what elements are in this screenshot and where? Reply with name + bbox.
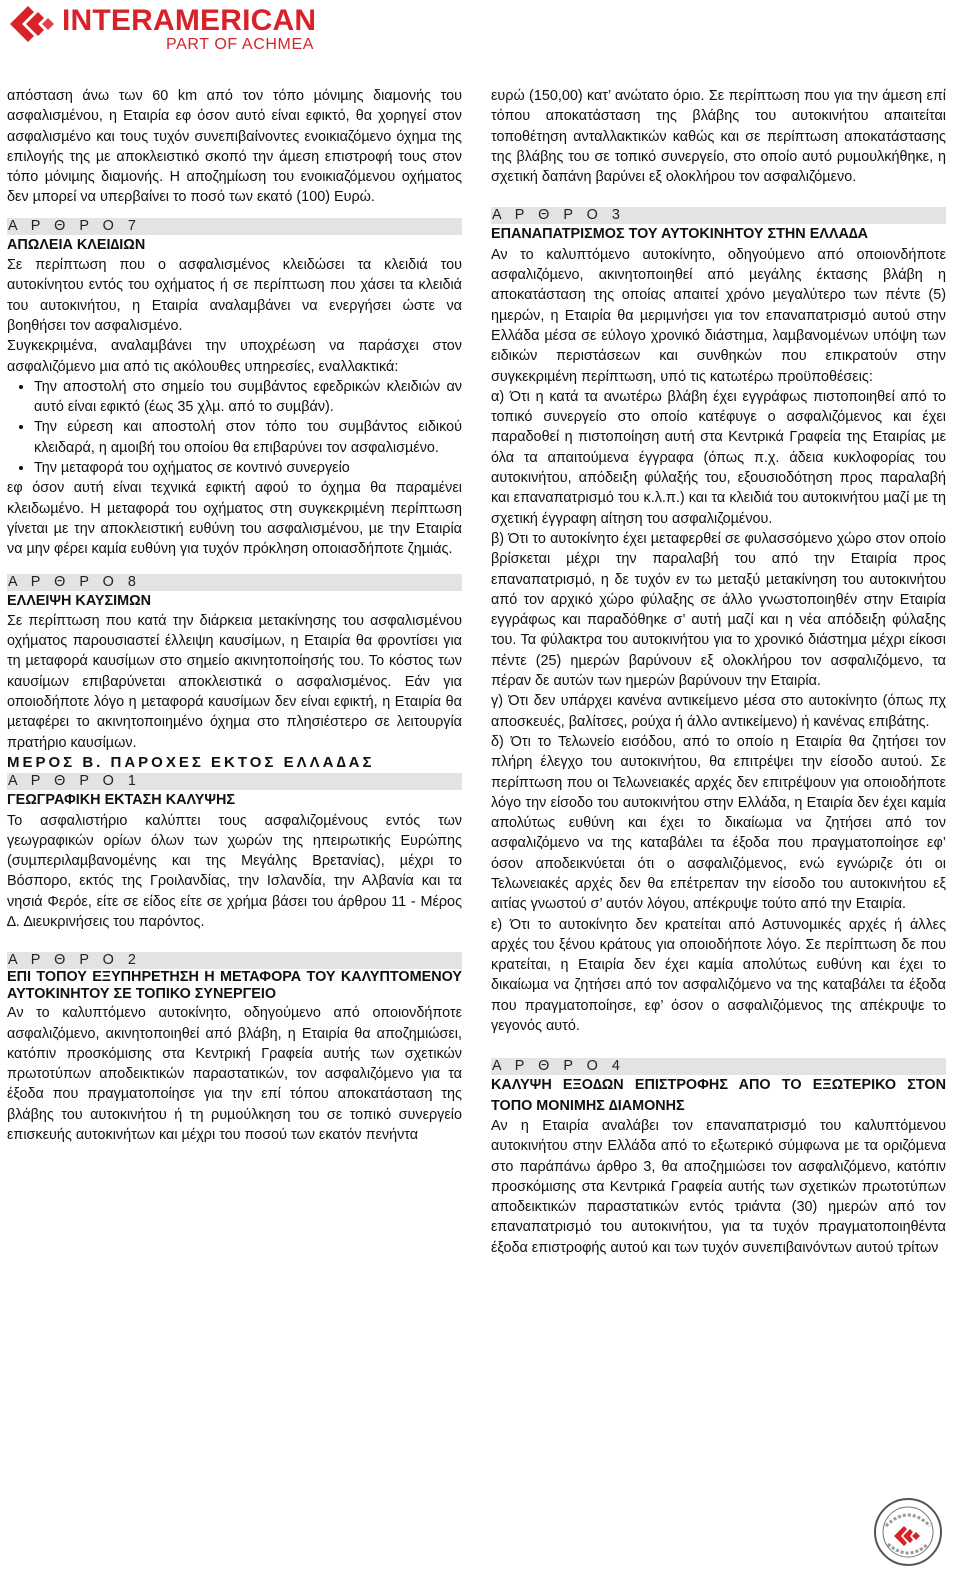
interamerican-logo <box>4 2 324 62</box>
article-3-title: ΕΠΑΝΑΠΑΤΡΙΣΜΟΣ ΤΟΥ ΑΥΤΟΚΙΝΗΤΟΥ ΣΤΗΝ ΕΛΛΑ∆Α <box>491 226 869 243</box>
article-3-label: Α Ρ Θ Ρ Ο 3 <box>491 207 946 224</box>
article-8-title: ΕΛΛΕΙΨΗ ΚΑΥΣΙΜΩΝ <box>7 592 152 609</box>
article-7-label: Α Ρ Θ Ρ Ο 7 <box>7 218 462 235</box>
section-b-heading: ΜΕΡΟΣ Β. ΠΑΡΟΧΕΣ ΕΚΤΟΣ ΕΛΛΑ∆ΑΣ <box>7 753 375 771</box>
article-3-paragraph-1: Αν το καλυπτόµενο αυτοκίνητο, οδηγούµενο από οποιονδήποτε ασφαλιζόµενο, ακινητοποιηθεί από µεγάλης έκτασης βλάβη η αποκατάσταση της οποίας απαιτεί χρόνο µεγαλύτερο των πέντε (5) ηµερών, η Εταιρία θα µεριµνήσει για τον επαναπατρισµό αυτού στην Ελλάδα µέσα σε εύλογο χρονικό διάστηµα, λαµβανοµένων υπόψη των ειδικών περιστάσεων και συνθηκών που επικρατούν στην συγκεκριµένη περίπτωση, υπό τις κατωτέρω προϋποθέσεις: <box>491 246 946 385</box>
article-7-paragraph-2: Συγκεκριµένα, αναλαµβάνει την υποχρέωση να παράσχει στον ασφαλιζόµενο µια από τις ακόλουθες υπηρεσίες, εναλλακτικά: <box>7 338 462 375</box>
article-7-title: ΑΠΩΛΕΙΑ ΚΛΕΙ∆ΙΩΝ <box>7 236 146 253</box>
list-item: • Την αποστολή στο σηµείο του συµβάντος εφεδρικών κλειδιών αν αυτό είναι εφικτό (έως 35 χλµ. από το συµβάν). <box>34 377 462 418</box>
article-4-paragraph-1: Αν η Εταιρία αναλάβει τον επαναπατρισµό του καλυπτόµενου αυτοκινήτου στην Ελλάδα από το εξωτερικό σύµφωνα µε τα οριζόµενα στο παράπάνω άρθρο 3, θα αποζηµιώσει τον ασφαλιζόµενο, κατόπιν προσκόµισης στα Κεντρικά Γραφεία αυτής των σχετικών πρωτοτύπων αποδεικτικών παραστατικών εντός τριάντα (30) ηµερών από τον επαναπατρισµό του αυτοκινήτου, για τα τυχόν πραγµατοποιηθέντα έξοδα επιστροφής αυτού και των τυχόν συνεπιβαινόντων αυτού τρίτων <box>491 1117 946 1256</box>
article-2-paragraph-1: Αν το καλυπτόµενο αυτοκίνητο, οδηγούµενο από οποιονδήποτε ασφαλιζόµενο, ακινητοποιηθεί από βλάβη, η Εταιρία θα αποζηµιώσει, κατόπιν προσκόµισης στα Κεντρική Γραφεία αυτής των σχετικών πρωτοτύπων αποδεικτικών παραστατικών, τον ασφαλιζόµενο για τα έξοδα που πραγµατοποίησε για την επί τόπου αποκατάσταση της βλάβης του αυτοκινήτου ή τη ρυµούλκηση του σε τοπικό συνεργείο επισκευής αυτοκινήτων και µέχρι του ποσού των εκατόν πενήντα <box>7 1005 462 1144</box>
article-1-paragraph-1: Το ασφαλιστήριο καλύπτει τους ασφαλιζοµένους εντός των γεωγραφικών ορίων όλων των χωρών της ηπειρωτικής Ευρώπης (συµπεριλαµβανοµένης και της Μεγάλης Βρετανίας), µέχρι το Βόσπορο, εκτός της Γροιλανδίας, την Ισλανδία, την Αλβανία και τα νησιά Φερόε, είτε σε είδος είτε σε χρήµα βάσει του άρθρου 11 - Μέρος ∆. ∆ιευκρινήσεις του παρόντος. <box>7 812 462 930</box>
right-intro-paragraph: ευρώ (150,00) κατ’ ανώτατο όριο. Σε περίπτωση που για την άµεση επί τόπου αποκατάσταση της βλάβης του αυτοκινήτου απαιτείται τοποθέτηση ανταλλακτικών καθώς και σε περίπτωση αποκατάστασης της βλάβης του σε τοπικό συνεργείο, στο οποίο αυτό ρυµουλκήθηκε, η σχετική δαπάνη βαρύνει εξ ολοκλήρου τον ασφαλιζόµενο. <box>491 88 946 186</box>
brand-subtitle: PART OF ACHMEA <box>166 36 314 53</box>
article-7-paragraph-3: εφ όσον αυτή είναι τεχνικά εφικτή αφού το όχηµα θα παραµένει κλειδωµένο. Η µεταφορά του οχήµατος στη συγκεκριµένη περίπτωση γίνεται µε την αποκλειστική ευθύνη του ασφαλισµένου, µε την Εταιρία να µην φέρει καµία ευθύνη για τυχόν πρόκληση οποιασδήποτε ζηµιάς. <box>7 480 462 558</box>
article-1-title: ΓΕΩΓΡΑΦΙΚΗ ΕΚΤΑΣΗ ΚΑΛΥΨΗΣ <box>7 792 236 809</box>
left-column <box>7 86 462 1145</box>
article-3-item-a: α) Ότι η κατά τα ανωτέρω βλάβη έχει εγγράφως πιστοποιηθεί από το τοπικό συνεργείο στο οποίο κατέφυγε ο ασφαλιζόµενος και έχει παραδοθεί η πιστοποίηση αυτή στα Κεντρικά Γραφεία της Εταιρίας µε όλα τα απαιτούµενα έγγραφα (όπως π.χ. άδεια κυκλοφορίας του αυτοκινήτου, απόδειξη φύλαξής του, εξουσιοδότηση προς παραλαβή και επαναπατρισµό του κ.λ.π.) και τα κλειδιά του αυτοκινήτου µαζί µε τη σχετική έγγραφη αίτηση του ασφαλιζοµένου. <box>491 388 946 527</box>
article-8-label: Α Ρ Θ Ρ Ο 8 <box>7 574 462 591</box>
brand-mark-icon <box>6 2 56 46</box>
article-7-bullet-list <box>7 377 462 478</box>
article-7-paragraph-1: Σε περίπτωση που ο ασφαλισµένος κλειδώσει τα κλειδιά του αυτοκίνητου εντός του οχήµατος ή σε περίπτωση που χάσει τα κλειδιά του αυτοκινήτου, η Εταιρία αναλαµβάνει να ενεργήσει ώστε να βοηθήσει τον ασφαλισµένο. <box>7 257 462 334</box>
article-8-paragraph-1: Σε περίπτωση που κατά την διάρκεια µετακίνησης του ασφαλισµένου οχήµατος παρουσιαστεί έλλειψη καυσίµων, η Εταιρία θα φροντίσει για τη µεταφορά καυσίµων στο σηµείο ακινητοποίησής του. Το κόστος των καυσίµων επιβαρύνεται αποκλειστικά ο ασφαλισµένος. Εάν για οποιοδήποτε λόγο η µεταφορά καυσίµων δεν είναι εφικτή, η Εταιρία θα µεταφέρει το ακινητοποιηµένο όχηµα στο πλησιέστερο σε λειτουργία πρατήριο καυσίµων. <box>7 612 462 751</box>
brand-name: INTERAMERICAN <box>62 4 317 37</box>
article-4-label: Α Ρ Θ Ρ Ο 4 <box>491 1058 946 1075</box>
article-3-item-b: β) Ότι το αυτοκίνητο έχει µεταφερθεί σε φυλασσόµενο χώρο στον οποίο βρίσκεται µέχρι την παραλαβή του από την Εταιρία προς επαναπατρισµό, η δε τυχόν εν τω µεταξύ µετακίνηση του αυτοκινήτου από τον αρχικό χώρο φύλαξης σε άλλο γνωστοποιηθέν στην Εταιρία εγγράφως και παραδόθηκε σ’ αυτή µαζί και η νέα απόδειξη φύλαξης του. Τα φύλακτρα του αυτοκινήτου για το χρονικό διάστηµα µέχρι είκοσι πέντε (25) ηµερών βαρύνουν εξ ολοκλήρου τον ασφαλιζόµενο, τα πέραν δε αυτών των ηµερών βαρύνουν την Εταιρία. <box>491 530 946 690</box>
left-intro-paragraph: απόσταση άνω των 60 km από τον τόπο µόνιµης διαµονής του ασφαλισµένου, η Εταιρία εφ όσον αυτό είναι εφικτό, θα χορηγεί στον ασφαλισµένο και τους τυχόν συνεπιβαίνοντες ενοικιαζόµενο όχηµα της επιλογής της µε αποκλειστικό σκοπό την άµεση επιστροφή τους στον τόπο µόνιµης διαµονής. Η αποζηµίωση του ενοικιαζόµενου οχήµατος δεν µπορεί να υπερβαίνει το ποσό των εκατό (100) Ευρώ. <box>7 88 462 206</box>
right-column <box>491 86 946 1258</box>
article-2-label: Α Ρ Θ Ρ Ο 2 <box>7 952 462 969</box>
article-3-item-e: ε) Ότι το αυτοκίνητο δεν κρατείται από Αστυνοµικές αρχές ή άλλες αρχές του ξένου κράτους για οποιοδήποτε λόγο. Σε περίπτωση δε που κρατείται, η Εταιρία δεν έχει καµία απολύτως ευθύνη και έχει το δικαίωµα να ζητήσει από τον ασφαλιζόµενο να της καταβάλει τα έξοδα που πραγµατοποίησε, εφ’ όσον ο ασφαλιζόµενος της απέκρυψε το γεγονός αυτό. <box>491 916 946 1035</box>
article-2-title: ΕΠΙ ΤΟΠΟΥ ΕΞΥΠΗΡΕΤΗΣΗ Η ΜΕΤΑΦΟΡΑ ΤΟΥ ΚΑΛΥΠΤΟΜΕΝΟΥ ΑΥΤΟΚΙΝΗΤΟΥ ΣΕ ΤΟΠΙΚΟ ΣΥΝΕΡΓΕΙΟ <box>7 969 462 1003</box>
list-item: • Την µεταφορά του οχήµατος σε κοντινό συνεργείο <box>34 458 462 478</box>
article-1-label: Α Ρ Θ Ρ Ο 1 <box>7 773 462 790</box>
interamerican-seal-stamp <box>872 1496 944 1568</box>
article-4-title: ΚΑΛΥΨΗ ΕΞΟ∆ΩΝ ΕΠΙΣΤΡΟΦΗΣ ΑΠΟ ΤΟ ΕΞΩΤΕΡΙΚΟ ΣΤΟΝ ΤΟΠΟ ΜΟΝΙΜΗΣ ∆ΙΑΜΟΝΗΣ <box>491 1077 946 1114</box>
article-3-item-c: γ) Ότι δεν υπάρχει κανένα αντικείµενο µέσα στο αυτοκίνητο (όπως πχ αποσκευές, βαλίτσες, ρούχα ή άλλο αντικείµενο) ή κανένας επιβάτης. <box>491 693 946 730</box>
list-item: • Την εύρεση και αποστολή στον τόπο του συµβάντος ειδικού κλειδαρά, η αµοιβή του οποίου θα επιβαρύνει τον ασφαλισµένο. <box>34 417 462 458</box>
article-3-item-d: δ) Ότι το Τελωνείο εισόδου, από το οποίο η Εταιρία θα ζητήσει τον πλήρη έλεγχο του αυτοκινήτου, θα επιτρέψει την είσοδο αυτού. Σε περίπτωση που οι Τελωνειακές αρχές δεν επιτρέψουν για οποιοδήποτε λόγο την είσοδο του αυτοκινήτου στην Ελλάδα, η Εταιρία δεν έχει καµία απολύτως ευθύνη και έχει το δικαίωµα να ζητήσει από τον ασφαλιζόµενο να της καταβάλει τα έξοδα που πραγµατοποίησε εφ’ όσον αποδεικνύεται ότι ο ασφαλιζόµενος, ενώ εγνώριζε ότι οι Τελωνειακές αρχές δεν θα επέτρεπαν την είσοδο του αυτοκινήτου εξ αιτίας γνωστού σ’ αυτόν λόγου, απέκρυψε τούτο από την Εταιρία. <box>491 733 946 913</box>
seal-icon <box>872 1496 944 1568</box>
